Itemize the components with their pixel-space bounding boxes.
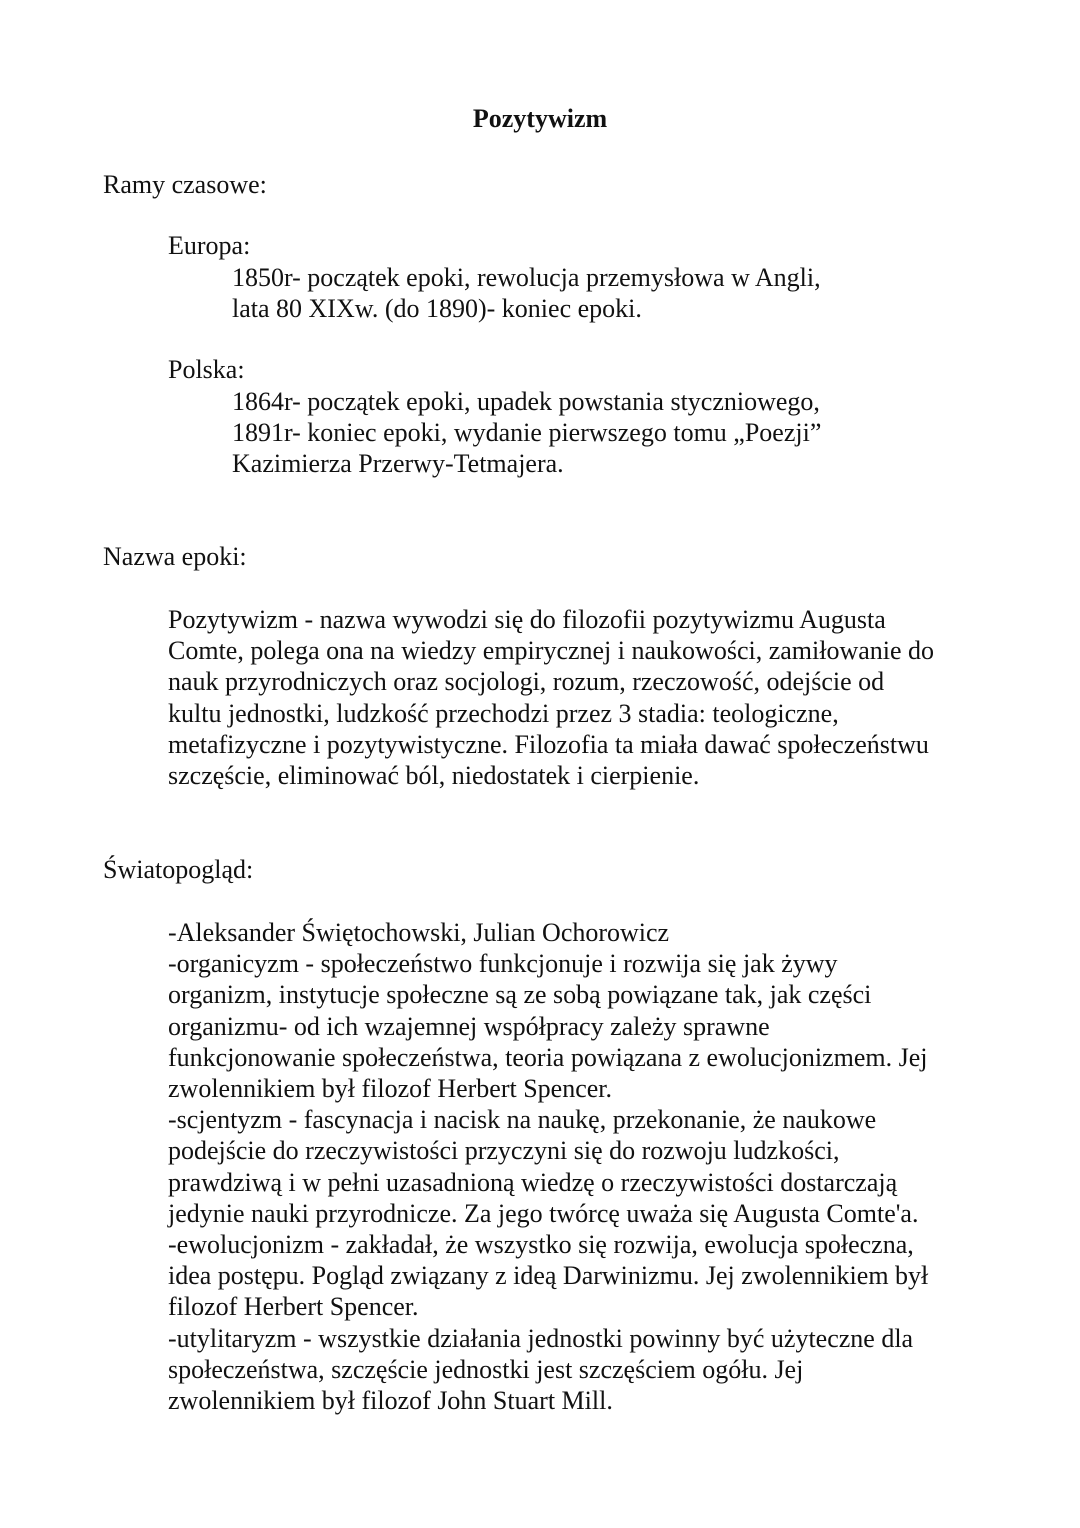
paragraph-line: podejście do rzeczywistości przyczyni się do rozwoju ludzkości,: [168, 1136, 840, 1166]
europe-line: 1850r- początek epoki, rewolucja przemysłowa w Angli,: [232, 263, 821, 292]
paragraph-line: prawdziwą i w pełni uzasadnioną wiedzę o rzeczywistości dostarczają: [168, 1167, 898, 1197]
poland-text-block: [232, 386, 821, 480]
section-heading-era-name: Nazwa epoki:: [103, 542, 247, 571]
paragraph-line: -utylitaryzm - wszystkie działania jednostki powinny być użyteczne dla: [168, 1323, 914, 1353]
paragraph-line: Comte, polega ona na wiedzy empirycznej i naukowości, zamiłowanie do: [168, 636, 935, 666]
paragraph-line: kultu jednostki, ludzkość przechodzi przez 3 stadia: teologiczne,: [168, 698, 839, 728]
paragraph-line: zwolennikiem był filozof John Stuart Mill.: [168, 1386, 613, 1416]
paragraph-line: nauk przyrodniczych oraz socjologi, rozum, rzeczowość, odejście od: [168, 667, 885, 697]
paragraph-line: -organicyzm - społeczeństwo funkcjonuje i rozwija się jak żywy: [168, 949, 838, 979]
paragraph-line: -ewolucjonizm - zakładał, że wszystko się rozwija, ewolucja społeczna,: [168, 1230, 914, 1260]
paragraph-line: społeczeństwa, szczęście jednostki jest szczęściem ogółu. Jej: [168, 1354, 804, 1384]
poland-line: 1864r- początek epoki, upadek powstania styczniowego,: [232, 387, 820, 416]
paragraph-line: metafizyczne i pozytywistyczne. Filozofia ta miała dawać społeczeństwu: [168, 729, 929, 759]
paragraph-line: organizm, instytucje społeczne są ze sobą powiązane tak, jak części: [168, 980, 872, 1010]
paragraph-line: funkcjonowanie społeczeństwa, teoria powiązana z ewolucjonizmem. Jej: [168, 1042, 928, 1072]
paragraph-line: jedynie nauki przyrodnicze. Za jego twórcę uważa się Augusta Comte'a.: [168, 1198, 919, 1228]
europe-text-block: [232, 262, 821, 324]
paragraph-line: szczęście, eliminować ból, niedostatek i cierpienie.: [168, 761, 700, 791]
section-heading-timeframe: Ramy czasowe:: [103, 170, 267, 199]
paragraph-line: organizmu- od ich wzajemnej współpracy zależy sprawne: [168, 1011, 770, 1041]
worldview-paragraph: [168, 917, 928, 1416]
paragraph-line: idea postępu. Pogląd związany z ideą Darwinizmu. Jej zwolennikiem był: [168, 1261, 929, 1291]
paragraph-line: filozof Herbert Spencer.: [168, 1292, 419, 1322]
section-heading-worldview: Światopogląd:: [103, 855, 254, 884]
paragraph-line: Pozytywizm - nazwa wywodzi się do filozofii pozytywizmu Augusta: [168, 605, 886, 634]
paragraph-line: -scjentyzm - fascynacja i nacisk na naukę, przekonanie, że naukowe: [168, 1105, 877, 1135]
paragraph-line: zwolennikiem był filozof Herbert Spencer.: [168, 1074, 613, 1104]
poland-line: 1891r- koniec epoki, wydanie pierwszego tomu „Poezji”: [232, 418, 822, 448]
europe-line: lata 80 XIXw. (do 1890)- koniec epoki.: [232, 294, 642, 324]
subheading-poland: Polska:: [168, 355, 245, 384]
paragraph-line: -Aleksander Świętochowski, Julian Ochorowicz: [168, 918, 670, 947]
subheading-europe: Europa:: [168, 231, 251, 260]
era-name-paragraph: [168, 604, 934, 791]
poland-line: Kazimierza Przerwy-Tetmajera.: [232, 449, 564, 479]
page-title: Pozytywizm: [472, 104, 608, 133]
